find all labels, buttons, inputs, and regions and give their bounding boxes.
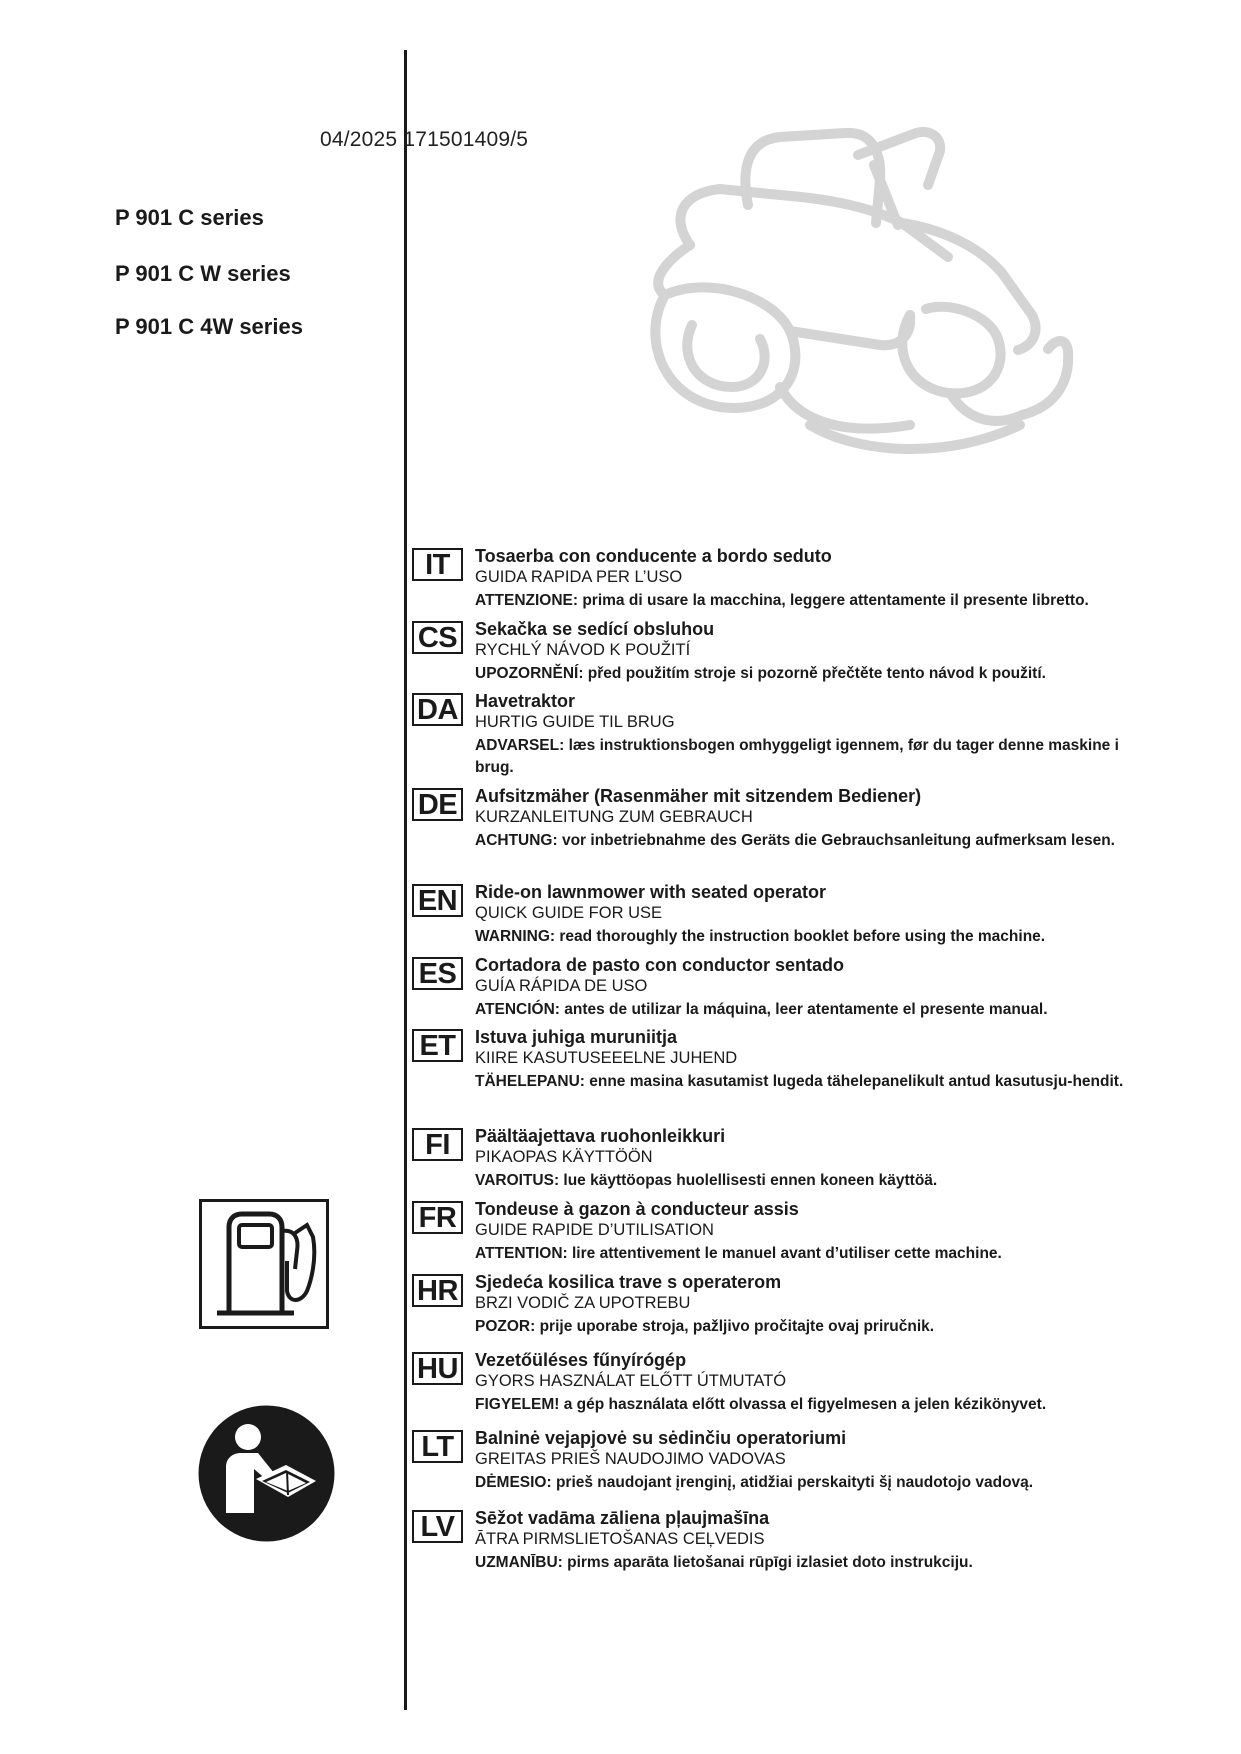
language-product-title: Vezetőüléses fűnyírógép	[475, 1350, 687, 1370]
language-code-box: EN	[412, 884, 463, 917]
language-code-box: LT	[412, 1430, 463, 1463]
language-guide-subtitle: GUIDA RAPIDA PER L’USO	[475, 568, 683, 586]
language-warning-text: UPOZORNĚNÍ: před použitím stroje si pozorně přečtěte tento návod k použití.	[475, 665, 1046, 682]
language-code-box: HR	[412, 1274, 463, 1307]
language-guide-subtitle: BRZI VODIČ ZA UPOTREBU	[475, 1294, 691, 1312]
language-product-title: Istuva juhiga muruniitja	[475, 1027, 678, 1047]
language-code-box: CS	[412, 621, 463, 654]
language-product-title: Sekačka se sedící obsluhou	[475, 619, 715, 639]
language-guide-subtitle: ĀTRA PIRMSLIETOŠANAS CEĻVEDIS	[475, 1530, 765, 1548]
language-warning-text: FIGYELEM! a gép használata előtt olvassa el figyelmesen a jelen kézikönyvet.	[475, 1396, 1047, 1413]
ride-on-mower-illustration	[630, 125, 1100, 485]
language-warning-text: VAROITUS: lue käyttöopas huolellisesti ennen koneen käyttöä.	[475, 1172, 938, 1189]
series-title-1: P 901 C series	[115, 205, 264, 230]
language-guide-subtitle: HURTIG GUIDE TIL BRUG	[475, 713, 675, 731]
language-product-title: Sjedeća kosilica trave s operaterom	[475, 1272, 782, 1292]
language-product-title: Tosaerba con conducente a bordo seduto	[475, 546, 832, 566]
language-warning-text: TÄHELEPANU: enne masina kasutamist lugeda tähelepanelikult antud kasutusju-hendit.	[475, 1073, 1124, 1090]
series-title-3: P 901 C 4W series	[115, 314, 303, 339]
series-title-2: P 901 C W series	[115, 261, 291, 286]
language-guide-subtitle: KIIRE KASUTUSEEELNE JUHEND	[475, 1049, 738, 1067]
vertical-divider	[404, 50, 407, 1710]
language-warning-text: DĖMESIO: prieš naudojant įrenginį, atidžiai perskaityti šį naudotojo vadovą.	[475, 1474, 1034, 1491]
language-guide-subtitle: GYORS HASZNÁLAT ELŐTT ÚTMUTATÓ	[475, 1372, 787, 1390]
language-warning-text: ATTENZIONE: prima di usare la macchina, leggere attentamente il presente libretto.	[475, 592, 1089, 609]
language-guide-subtitle: KURZANLEITUNG ZUM GEBRAUCH	[475, 808, 753, 826]
language-code-box: ET	[412, 1029, 463, 1062]
document-code: 04/2025 171501409/5	[320, 128, 529, 151]
language-product-title: Tondeuse à gazon à conducteur assis	[475, 1199, 799, 1219]
fuel-pump-icon	[199, 1199, 329, 1329]
language-code-box: DA	[412, 693, 463, 726]
language-warning-text: ATTENTION: lire attentivement le manuel avant d’utiliser cette machine.	[475, 1245, 1002, 1262]
language-guide-subtitle: QUICK GUIDE FOR USE	[475, 904, 663, 922]
language-product-title: Aufsitzmäher (Rasenmäher mit sitzendem Bediener)	[475, 786, 922, 806]
language-warning-text: UZMANĪBU: pirms aparāta lietošanai rūpīgi izlasiet doto instrukciju.	[475, 1554, 973, 1571]
language-code-box: IT	[412, 548, 463, 581]
language-product-title: Ride-on lawnmower with seated operator	[475, 882, 827, 902]
language-product-title: Balninė vejapjovė su sėdinčiu operatoriumi	[475, 1428, 847, 1448]
language-warning-text: POZOR: prije uporabe stroja, pažljivo pročitajte ovaj priručnik.	[475, 1318, 935, 1335]
language-code-box: FR	[412, 1201, 463, 1234]
language-product-title: Sēžot vadāma zāliena pļaujmašīna	[475, 1508, 770, 1528]
language-product-title: Cortadora de pasto con conductor sentado	[475, 955, 845, 975]
language-warning-text: WARNING: read thoroughly the instruction booklet before using the machine.	[475, 928, 1046, 945]
language-code-box: DE	[412, 788, 463, 821]
language-code-box: FI	[412, 1128, 463, 1161]
language-code-box: HU	[412, 1352, 463, 1385]
language-warning-text: ACHTUNG: vor inbetriebnahme des Geräts die Gebrauchsanleitung aufmerksam lesen.	[475, 832, 1115, 849]
language-guide-subtitle: RYCHLÝ NÁVOD K POUŽITÍ	[475, 641, 691, 659]
language-guide-subtitle: GUÍA RÁPIDA DE USO	[475, 977, 648, 995]
read-manual-icon	[196, 1403, 337, 1544]
language-code-box: LV	[412, 1510, 463, 1543]
language-warning-text: ADVARSEL: læs instruktionsbogen omhyggeligt igennem, før du tager denne maskine i brug.	[475, 737, 1119, 776]
language-product-title: Havetraktor	[475, 691, 576, 711]
language-guide-subtitle: PIKAOPAS KÄYTTÖÖN	[475, 1148, 653, 1166]
language-product-title: Päältäajettava ruohonleikkuri	[475, 1126, 726, 1146]
language-warning-text: ATENCIÓN: antes de utilizar la máquina, leer atentamente el presente manual.	[475, 1001, 1048, 1018]
language-guide-subtitle: GREITAS PRIEŠ NAUDOJIMO VADOVAS	[475, 1450, 786, 1468]
language-guide-subtitle: GUIDE RAPIDE D’UTILISATION	[475, 1221, 714, 1239]
language-code-box: ES	[412, 957, 463, 990]
